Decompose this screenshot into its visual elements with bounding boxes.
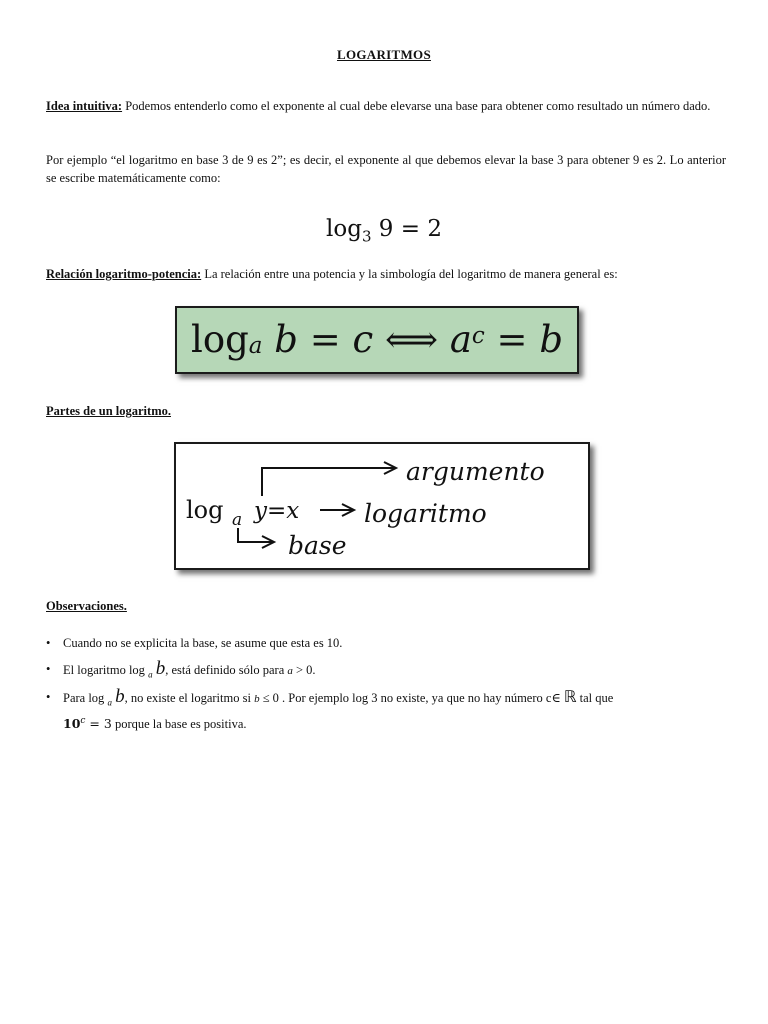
obs2-post: > 0. — [292, 663, 316, 677]
label-logarithm: logaritmo — [364, 499, 487, 528]
diagram-log: log — [186, 496, 224, 524]
rel-pow-result: b — [539, 318, 563, 361]
bullet: • — [46, 636, 51, 650]
example-formula — [0, 214, 768, 252]
relation-text: La relación entre una potencia y la simbología del logaritmo de manera general es: — [201, 267, 618, 281]
rel-result: c — [352, 318, 374, 361]
relation-formula-box — [175, 306, 579, 374]
rel-eq: = — [309, 318, 341, 361]
obs3-var: b — [254, 693, 260, 705]
obs2-mid: , está definido sólo para — [165, 663, 288, 677]
formula-base: 3 — [361, 227, 372, 246]
rel-pow-exp: c — [471, 323, 485, 349]
observation-text-2 — [63, 660, 739, 684]
parts-diagram — [176, 444, 588, 568]
obs3-pre: Para log — [63, 691, 108, 705]
obs2-pre: El logaritmo log — [63, 663, 149, 677]
example-paragraph: Por ejemplo “el logaritmo en base 3 de 9 es 2”; es decir, el exponente al que debemos elevar la base 3 para obtener 9 es 2. Lo anterior se escribe matemáticamente como: — [46, 153, 726, 185]
rel-eq2: = — [496, 318, 528, 361]
obs3-end: porque la base es positiva. — [111, 716, 247, 731]
formula-eq: = — [400, 216, 421, 242]
obs3-set: ℝ — [563, 687, 577, 706]
diagram-expression: y=x — [254, 498, 300, 524]
parts-heading: Partes de un logaritmo. — [46, 404, 171, 418]
formula-fn: log — [326, 216, 362, 242]
rel-base: a — [248, 333, 263, 359]
observations-heading: Observaciones. — [46, 599, 127, 613]
rel-fn: log — [190, 318, 249, 361]
relation-paragraph — [46, 265, 726, 283]
obs3-cond: ≤ 0 . Por ejemplo log 3 no existe, ya que no hay número c — [259, 691, 552, 705]
obs3-tail: tal que — [576, 691, 614, 705]
obs2-arg: b — [155, 658, 166, 679]
observation-text-3 — [63, 688, 739, 733]
page-title: LOGARITMOS — [336, 47, 431, 62]
rel-pow-base: a — [449, 318, 472, 361]
formula-result: 2 — [427, 216, 442, 242]
bullet: • — [46, 690, 51, 704]
parts-diagram-box — [174, 442, 590, 570]
intro-text: Podemos entenderlo como el exponente al cual debe elevarse una base para obtener como resultado un número dado. — [122, 99, 711, 113]
relation-label: Relación logaritmo-potencia: — [46, 267, 202, 281]
obs3-pow-exp: c — [80, 715, 86, 726]
base-arrow-line — [238, 528, 272, 542]
argument-arrow-line — [262, 468, 394, 496]
bullet: • — [46, 662, 51, 676]
obs2-base: a — [148, 669, 153, 680]
rel-iff: ⟺ — [385, 318, 439, 361]
rel-arg: b — [274, 318, 298, 361]
diagram-base-symbol: a — [232, 510, 243, 530]
obs3-pow-base: 10 — [63, 715, 81, 731]
obs3-base: a — [107, 697, 112, 708]
observation-text-1: Cuando no se explicita la base, se asume que esta es 10. — [63, 636, 343, 650]
obs3-arg: b — [115, 686, 125, 707]
obs2-var: a — [287, 665, 293, 677]
label-argument: argumento — [406, 457, 545, 486]
obs3-in: ∈ — [551, 691, 564, 705]
formula-arg: 9 — [378, 216, 394, 242]
obs3-pow-eq: = 3 — [85, 715, 112, 731]
label-base: base — [288, 531, 347, 560]
intro-label: Idea intuitiva: — [46, 99, 123, 113]
intro-paragraph — [46, 97, 726, 115]
obs3-mid: , no existe el logaritmo si — [124, 691, 255, 705]
